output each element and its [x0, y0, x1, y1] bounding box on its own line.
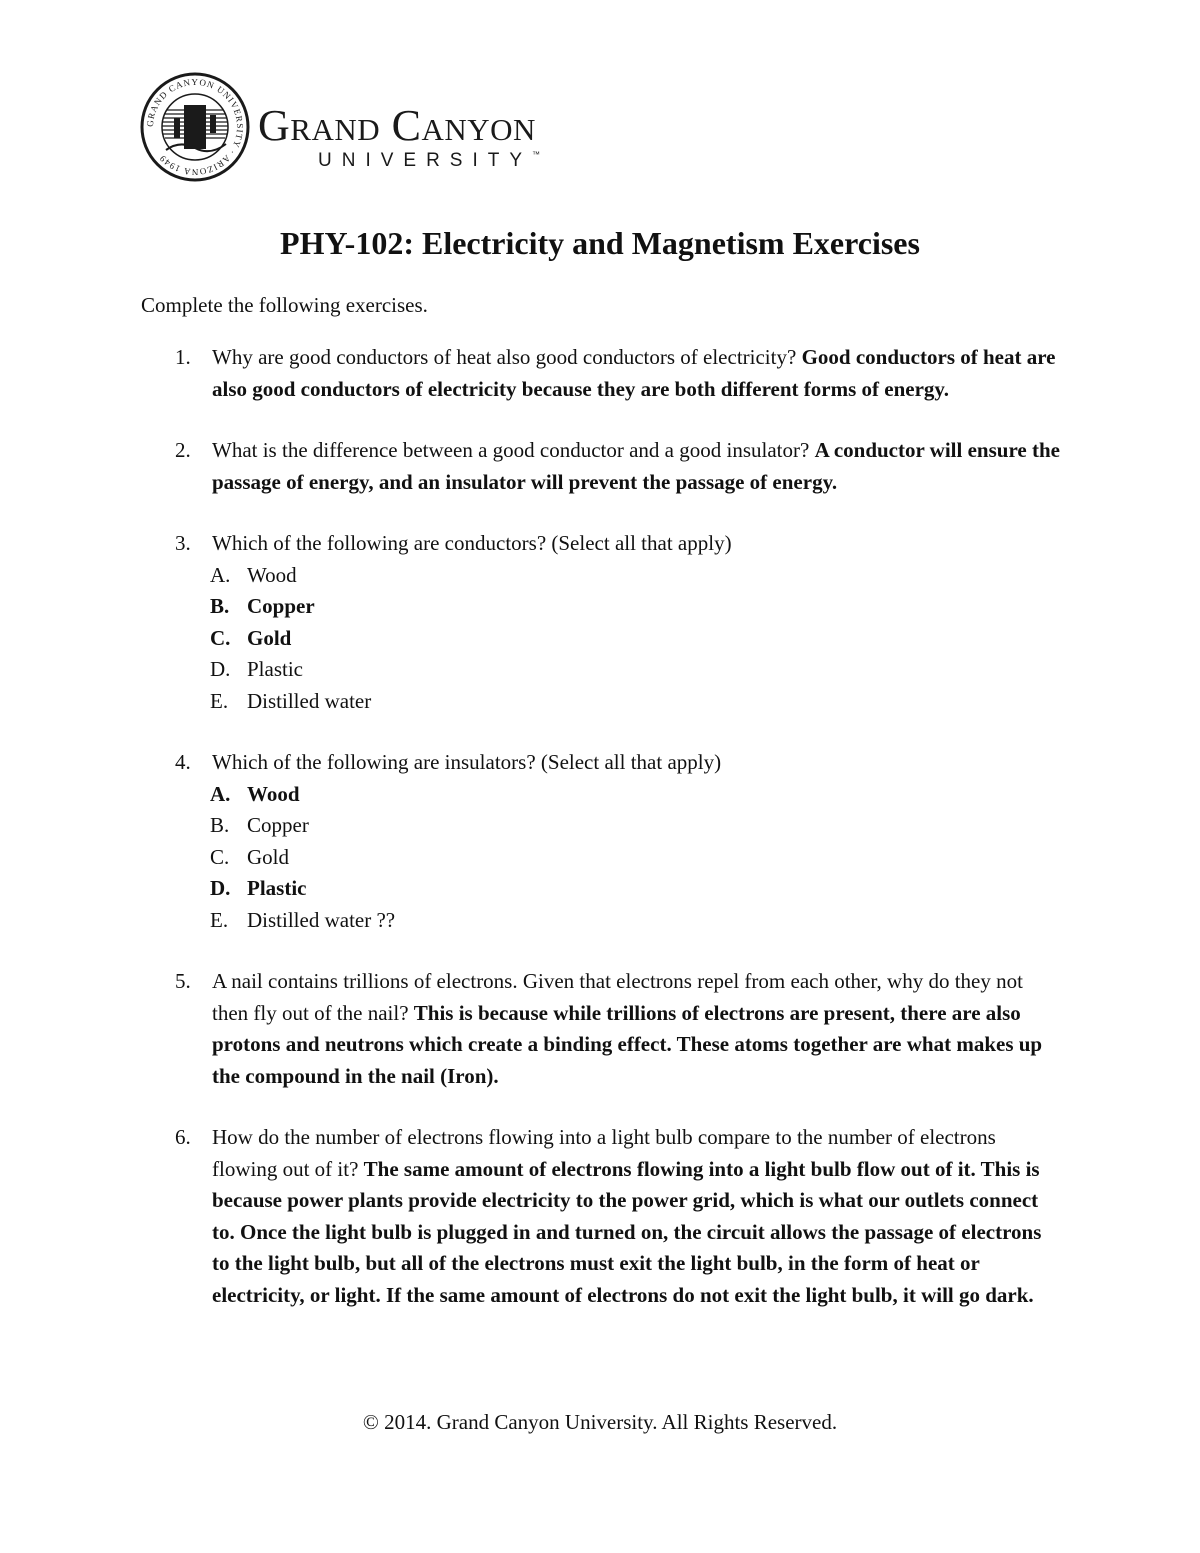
answer-options [212, 779, 1061, 937]
option-label: Copper [247, 594, 315, 618]
question-item [141, 342, 1061, 405]
university-wordmark-sub-text: UNIVERSITY [318, 150, 533, 171]
option-letter: C. [210, 625, 231, 650]
question-number: 6. [175, 1125, 191, 1149]
question-answer: This is because while trillions of electrons are present, there are also protons and neutrons which create a binding effect. These atoms together are what makes up the compound in the nail (Iron). [212, 1000, 1043, 1088]
option-letter: D. [210, 657, 231, 681]
question-number: 5. [175, 969, 191, 993]
question-item [141, 528, 1061, 717]
question-list [141, 342, 1061, 1341]
question-number: 2. [175, 438, 191, 462]
option-label: Wood [247, 781, 300, 806]
answer-option [176, 560, 1061, 592]
question-text: What is the difference between a good conductor and a good insulator? [212, 438, 810, 462]
option-label: Gold [247, 625, 292, 650]
option-label: Plastic [247, 876, 307, 900]
question-text: A nail contains trillions of electrons. Given that electrons repel from each other, why do they not then fly out of the nail? [212, 969, 1023, 1025]
option-label: Copper [247, 813, 309, 837]
option-letter: D. [210, 876, 231, 900]
option-letter: B. [210, 594, 230, 618]
answer-option [176, 905, 1061, 937]
question-answer: The same amount of electrons flowing into a light bulb flow out of it. This is because power plants provide electricity to the power grid, which is what our outlets connect to. Once the light bulb is plugged in and turned on, the circuit allows the passage of electrons to the light bulb, but all of the electrons must exit the light bulb, in the form of heat or electricity, or light. If the same amount of electrons do not exit the light bulb, it will go dark. [212, 1156, 1042, 1307]
answer-option [176, 810, 1061, 842]
document-title: PHY-102: Electricity and Magnetism Exercises [280, 225, 920, 261]
answer-option [176, 686, 1061, 718]
option-label: Distilled water ?? [247, 907, 396, 932]
question-text: Which of the following are conductors? (Select all that apply) [212, 531, 732, 555]
question-text: How do the number of electrons flowing into a light bulb compare to the number of electrons flowing out of it? [212, 1125, 996, 1181]
question-text: Which of the following are insulators? (Select all that apply) [212, 750, 722, 774]
option-label: Plastic [247, 657, 303, 681]
question-number: 4. [175, 750, 191, 774]
answer-option-selected [176, 779, 1061, 811]
question-item [141, 1122, 1061, 1311]
option-letter: C. [210, 844, 230, 869]
option-letter: A. [210, 562, 231, 587]
question-item [141, 747, 1061, 936]
option-letter: E. [210, 688, 229, 713]
university-wordmark: Grand Canyon [258, 101, 536, 150]
question-text: Why are good conductors of heat also good conductors of electricity? [212, 345, 797, 369]
option-label: Distilled water [247, 688, 372, 713]
question-answer: Good conductors of heat are also good conductors of electricity because they are both different forms of energy. [212, 345, 1056, 401]
answer-option-selected [176, 873, 1061, 905]
question-number: 3. [175, 531, 191, 555]
university-seal-icon [140, 70, 250, 185]
answer-option [176, 842, 1061, 874]
copyright-footer: © 2014. Grand Canyon University. All Rights Reserved. [362, 1410, 838, 1434]
answer-options [212, 560, 1061, 718]
university-wordmark-sub [318, 150, 540, 172]
question-item [141, 435, 1061, 498]
option-letter: E. [210, 907, 229, 932]
trademark-symbol: ™ [532, 150, 541, 159]
option-letter: A. [210, 781, 231, 806]
question-answer: A conductor will ensure the passage of energy, and an insulator will prevent the passage of energy. [212, 438, 1060, 494]
university-logo [140, 70, 620, 185]
answer-option-selected [176, 623, 1061, 655]
seal-ring-text: GRAND CANYON UNIVERSITY · ARIZONA 1949 [144, 76, 246, 178]
question-item [141, 966, 1061, 1092]
option-label: Wood [247, 562, 297, 587]
answer-option-selected [176, 591, 1061, 623]
question-number: 1. [175, 345, 191, 369]
answer-option [176, 654, 1061, 686]
document-intro: Complete the following exercises. [141, 293, 428, 317]
option-letter: B. [210, 813, 230, 837]
option-label: Gold [247, 844, 289, 869]
